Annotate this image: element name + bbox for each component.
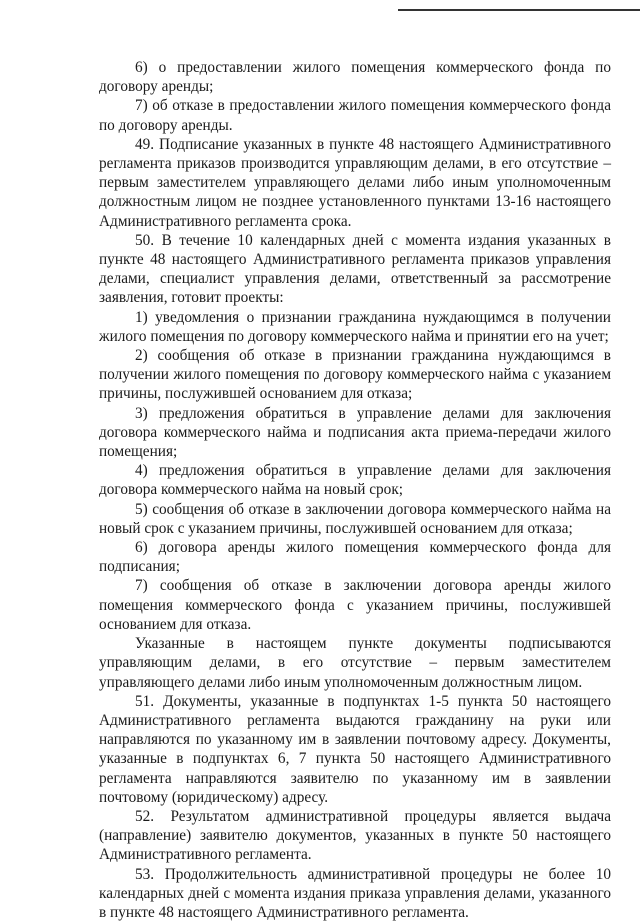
paragraph: 2) сообщения об отказе в признании гражданина нуждающимся в получении жилого помещения по договору коммерческого найма с указанием причины, послужившей основанием для отказа;	[99, 347, 611, 403]
document-page	[99, 58, 611, 922]
paragraph: 50. В течение 10 календарных дней с момента издания указанных в пункте 48 настоящего Административного регламента приказов управления делами, специалист управления делами, ответственный за рассмотрение заявления, готовит проекты:	[99, 231, 611, 307]
paragraph: 7) сообщения об отказе в заключении договора аренды жилого помещения коммерческого фонда с указанием причины, послужившей основанием для отказа.	[99, 577, 611, 633]
paragraph: 6) о предоставлении жилого помещения коммерческого фонда по договору аренды;	[99, 59, 611, 96]
scan-edge-line	[398, 9, 640, 11]
paragraph: 6) договора аренды жилого помещения коммерческого фонда для подписания;	[99, 539, 611, 576]
paragraph: Указанные в настоящем пункте документы подписываются управляющим делами, в его отсутствие – первым заместителем управляющего делами либо иным уполномоченным должностным лицом.	[99, 635, 611, 691]
paragraph: 51. Документы, указанные в подпунктах 1-5 пункта 50 настоящего Административного регламента выдаются гражданину на руки или направляются по указанному им в заявлении почтовому адресу. Документы, указанные в подпунктах 6, 7 пункта 50 настоящего Административного регламента направляются заявителю по указанному им в заявлении почтовому (юридическому) адресу.	[99, 692, 611, 806]
paragraph: 52. Результатом административной процедуры является выдача (направление) заявителю документов, указанных в пункте 50 настоящего Административного регламента.	[99, 807, 611, 864]
paragraph: 3) предложения обратиться в управление делами для заключения договора коммерческого найма и подписания акта приема-передачи жилого помещения;	[99, 404, 611, 461]
paragraph: 53. Продолжительность административной процедуры не более 10 календарных дней с момента издания приказа управления делами, указанного в пункте 48 настоящего Административного регламента.	[99, 865, 611, 921]
paragraph: 1) уведомления о признании гражданина нуждающимся в получении жилого помещения по договору коммерческого найма и принятии его на учет;	[99, 308, 611, 345]
paragraph: 49. Подписание указанных в пункте 48 настоящего Административного регламента приказов производится управляющим делами, в его отсутствие – первым заместителем управляющего делами либо иным уполномоченным должностным лицом не позднее установленного пунктами 13-16 настоящего Административного регламента срока.	[99, 135, 611, 230]
paragraph: 4) предложения обратиться в управление делами для заключения договора коммерческого найма на новый срок;	[99, 462, 611, 499]
paragraph: 7) об отказе в предоставлении жилого помещения коммерческого фонда по договору аренды.	[99, 97, 611, 134]
paragraph: 5) сообщения об отказе в заключении договора коммерческого найма на новый срок с указанием причины, послужившей основанием для отказа;	[99, 500, 611, 537]
